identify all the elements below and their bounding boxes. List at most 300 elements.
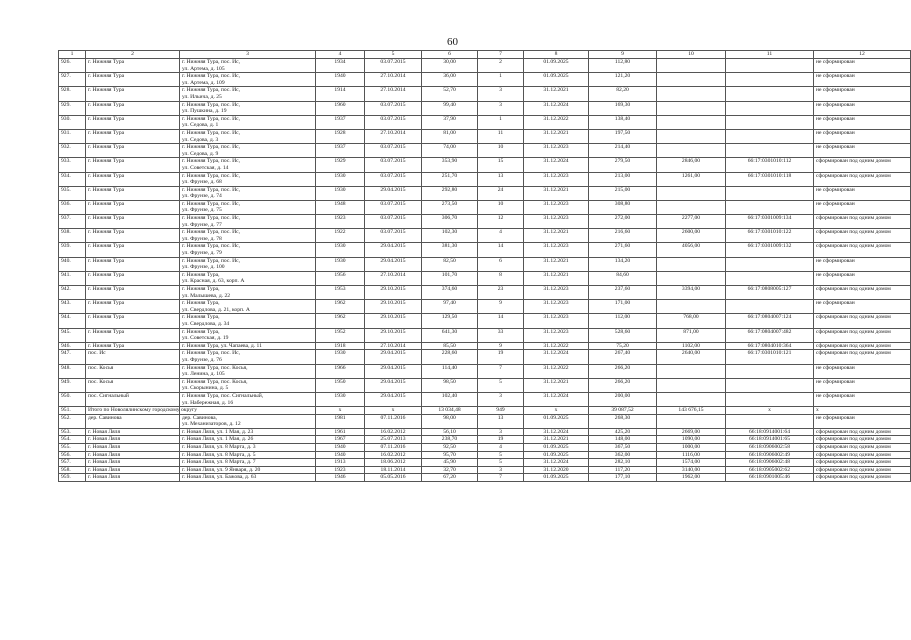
cell-line: г. Нижняя Тура, пос. Ис, [182,129,241,136]
table-cell [524,300,589,314]
cell-line: ул. Свердлова, д. 34 [182,320,230,327]
cell-line: ул. Седова, д. 1 [182,122,219,129]
cell-line: 2600,00 [681,229,701,236]
cell-line: 1962 [334,300,346,307]
table-row [59,115,911,129]
table-cell [657,87,726,101]
table-cell [59,436,86,444]
table-cell [180,229,316,243]
cell-line: 19 [497,436,504,443]
cell-line: г. Нижняя Тура, пос. Косья, [182,364,248,371]
cell-line: г. Нижняя Тура, [182,314,220,321]
cell-line: ул. Артема, д. 105 [182,65,225,72]
table-cell [59,87,86,101]
table-cell [478,101,524,115]
table-cell [814,314,911,328]
cell-line: 946. [61,342,71,349]
table-cell [365,257,422,271]
table-cell [589,300,657,314]
table-cell [59,144,86,158]
table-cell [814,451,911,459]
cell-line: г. Нижняя Тура [88,257,125,264]
table-cell [589,172,657,186]
table-cell [316,200,365,214]
table-cell [86,271,180,285]
table-cell [478,444,524,452]
cell-line: г. Нижняя Тура [88,271,125,278]
cell-line: 950. [61,392,71,399]
table-cell [524,87,589,101]
cell-line: г. Нижняя Тура, пос. Ис, [182,87,241,94]
table-cell [180,144,316,158]
table-cell [365,286,422,300]
table-cell [365,115,422,129]
cell-line: ул. Фрунзе, д. 68 [182,179,222,186]
table-cell [86,101,180,115]
table-cell [422,215,478,229]
cell-line: г. Нижняя Тура, пос. Ис, [182,158,241,165]
cell-line: 5 [499,451,502,458]
table-cell [657,215,726,229]
cell-line: г. Нижняя Тура [88,87,125,94]
cell-line: не сформирован [816,73,855,80]
cell-line: сформирован под одним домом [816,172,891,179]
table-cell [422,392,478,406]
table-cell [180,414,316,428]
cell-line: 930. [61,115,71,122]
cell-line: ул. Пушкина, д. 19 [182,108,227,115]
cell-line: г. Нижняя Тура [88,101,125,108]
cell-line: 944. [61,314,71,321]
table-cell [86,428,180,436]
table-cell [422,342,478,350]
table-cell [180,342,316,350]
cell-line: 29.04.2015 [380,186,406,193]
cell-line: 13 034,48 [438,407,461,414]
table-cell [59,466,86,474]
cell-line: 1922 [334,229,346,236]
table-cell [726,229,814,243]
table-cell [180,436,316,444]
table-cell [524,459,589,467]
cell-line: 102,40 [441,392,458,399]
cell-line: 1913 [334,459,346,466]
cell-line: сформирован под одним домом [816,350,891,357]
cell-line: 374,60 [441,286,458,292]
table-cell [86,378,180,392]
table-cell [422,186,478,200]
table-cell [86,158,180,172]
cell-line: 1929 [334,158,346,165]
cell-line: 67,20 [443,474,456,481]
table-cell [422,451,478,459]
table-cell [524,428,589,436]
table-cell [59,350,86,364]
cell-line: 29.04.2015 [380,243,406,250]
cell-line: ул. Артема, д. 109 [182,79,225,86]
cell-line: 143 676,15 [678,407,704,414]
cell-line: 32,70 [443,466,456,473]
cell-line: 308,80 [614,200,631,207]
table-cell [316,101,365,115]
cell-line: 03.07.2015 [380,200,406,207]
cell-line: 66:17:0301010:122 [747,229,792,236]
cell-line: ул. Скорынина, д. 5 [182,385,229,392]
cell-line: x [338,407,342,414]
cell-line: 31.12.2024 [543,392,569,399]
table-cell [180,407,316,415]
table-cell [589,101,657,115]
cell-line: 01.09.2025 [543,414,569,421]
cell-line: г. Нижняя Тура, пос. Ис, [182,243,241,250]
cell-line: г. Нижняя Тура, пос. Ис, [182,59,241,65]
cell-line: 528,60 [614,328,631,335]
table-body [59,51,911,482]
cell-line: 1102,00 [682,342,700,349]
table-cell [365,414,422,428]
table-row [59,414,911,428]
table-cell [422,144,478,158]
table-cell [814,474,911,482]
cell-line: 292,80 [441,186,458,193]
cell-line: 29.04.2015 [380,392,406,399]
table-cell [524,314,589,328]
table-cell [589,73,657,87]
table-row [59,444,911,452]
cell-line: ул. Набережная, д. 16 [182,399,234,406]
table-cell [589,129,657,143]
cell-line: 1918 [334,342,346,349]
table-cell [524,101,589,115]
cell-line: ул. Механизаторов, д. 12 [182,421,241,428]
cell-line: 1930 [334,392,346,399]
cell-line: г. Нижняя Тура [88,328,125,335]
table-cell [589,229,657,243]
table-cell [316,414,365,428]
cell-line: не сформирован [816,414,855,421]
table-cell [589,459,657,467]
cell-line: 10 [497,144,504,151]
table-cell [478,158,524,172]
table-cell [814,229,911,243]
table-cell [422,407,478,415]
column-header: 12 [814,51,911,59]
cell-line: 937. [61,215,71,222]
cell-line: 16.02.2012 [380,451,406,458]
table-cell [316,392,365,406]
cell-line: не сформирован [816,200,855,207]
cell-line: 16.02.2012 [380,428,406,435]
cell-line: 31.12.2024 [543,428,569,435]
table-cell [657,200,726,214]
cell-line: г. Нижняя Тура, пос. Ис, [182,257,241,264]
cell-line: 215,00 [614,186,631,193]
cell-line: не сформирован [816,364,855,371]
table-row [59,300,911,314]
table-cell [422,350,478,364]
cell-line: г. Нижняя Тура, ул. Чапаева, д. 11 [182,342,262,349]
table-cell [180,392,316,406]
table-cell [657,459,726,467]
cell-line: 45,90 [443,459,456,466]
cell-line: пос. Сигнальный [88,392,129,399]
table-row [59,314,911,328]
cell-line: 4 [499,229,502,236]
table-cell [180,158,316,172]
table-cell [365,300,422,314]
cell-line: ул. Ленина, д. 105 [182,371,225,378]
table-cell [59,229,86,243]
cell-line: 66:18:0905002:62 [748,466,791,473]
cell-line: г. Нижняя Тура [88,215,125,222]
table-cell [657,328,726,342]
cell-line: 1930 [334,186,346,193]
table-cell [726,392,814,406]
column-header: 11 [726,51,814,59]
cell-line: 237,60 [614,286,631,292]
cell-line: 31.12.2024 [543,158,569,165]
cell-line: г. Нижняя Тура [88,229,125,236]
table-cell [478,414,524,428]
table-cell [316,378,365,392]
cell-line: не сформирован [816,59,855,65]
table-cell [365,186,422,200]
table-cell [59,314,86,328]
table-cell [365,144,422,158]
table-cell [478,342,524,350]
table-cell [422,271,478,285]
table-cell [524,271,589,285]
cell-line: г. Нижняя Тура, пос. Ис, [182,186,241,193]
cell-line: 31.12.2022 [543,115,569,122]
cell-line: ул. Ильича, д. 25 [182,93,222,100]
table-row [59,436,911,444]
cell-line: дер. Савинова [88,414,122,421]
table-cell [86,364,180,378]
table-cell [365,59,422,73]
table-row [59,229,911,243]
cell-line: 37,90 [443,115,456,122]
cell-line: 97,40 [443,300,456,307]
table-cell [365,474,422,482]
table-row [59,101,911,115]
table-cell [726,364,814,378]
cell-line: 1962,00 [681,474,701,481]
table-cell [657,59,726,73]
cell-line: x [554,407,558,414]
cell-line: 31.12.2023 [543,215,569,222]
table-cell [726,257,814,271]
cell-line: 362,00 [614,451,631,458]
cell-line: 99,40 [443,101,456,108]
table-cell [478,428,524,436]
table-cell [524,466,589,474]
table-cell [589,257,657,271]
table-cell [422,115,478,129]
cell-line: 214,40 [614,144,631,151]
cell-line: 29.10.2015 [380,286,406,292]
cell-line: г. Нижняя Тура [88,186,125,193]
table-cell [365,459,422,467]
cell-line: не сформирован [816,144,855,151]
table-cell [478,129,524,143]
column-header: 4 [316,51,365,59]
cell-line: ул. Фрунзе, д. 79 [182,250,222,257]
cell-line: 66:18:0901005:46 [748,474,791,481]
table-cell [422,474,478,482]
table-cell [726,414,814,428]
cell-line: 01.09.2025 [543,451,569,458]
cell-line: 1923 [334,466,346,473]
table-cell [365,172,422,186]
table-cell [422,436,478,444]
table-cell [478,73,524,87]
cell-line: г. Нижняя Тура [88,314,125,321]
table-cell [316,444,365,452]
table-cell [180,459,316,467]
table-cell [59,451,86,459]
table-cell [422,444,478,452]
table-cell [726,115,814,129]
table-cell [59,115,86,129]
cell-line: 18.11.2014 [380,466,406,473]
cell-line: 953. [61,428,71,435]
cell-line: 8 [499,271,502,278]
table-cell [814,378,911,392]
table-cell [524,158,589,172]
cell-line: 07.11.2016 [380,444,406,451]
cell-line: 14 [497,243,504,250]
table-cell [657,229,726,243]
table-cell [86,444,180,452]
table-cell [59,73,86,87]
table-cell [86,342,180,350]
cell-line: 19 [497,350,504,357]
table-cell [726,172,814,186]
table-cell [657,392,726,406]
table-cell [316,451,365,459]
table-cell [657,115,726,129]
table-cell [657,451,726,459]
table-cell [86,436,180,444]
cell-line: 1930 [334,257,346,264]
cell-line: 9 [499,300,502,307]
cell-line: 949. [61,378,71,385]
table-cell [86,257,180,271]
cell-line: 2 [499,59,502,65]
cell-line: 27.10.2014 [380,271,406,278]
cell-line: ул. Седова, д. 9 [182,150,219,157]
cell-line: сформирован под одним домом [816,428,891,435]
table-cell [316,436,365,444]
table-cell [524,474,589,482]
cell-line: г. Нижняя Тура, [182,300,220,307]
cell-line: 936. [61,200,71,207]
cell-line: ул. Свердлова, д. 21, корп. А [182,306,250,313]
table-cell [59,59,86,73]
cell-line: ул. Советская, д. 14 [182,164,229,171]
cell-line: 18.06.2012 [380,459,406,466]
table-cell [657,257,726,271]
table-cell [589,466,657,474]
table-cell [422,200,478,214]
table-cell [365,73,422,87]
table-cell [422,172,478,186]
table-cell [365,342,422,350]
table-cell [365,129,422,143]
table-cell [589,243,657,257]
table-cell [589,314,657,328]
table-cell [726,314,814,328]
table-cell [589,392,657,406]
cell-line: 353,90 [441,158,458,165]
table-cell [589,342,657,350]
cell-line: 31.12.2022 [543,364,569,371]
table-cell [726,444,814,452]
cell-line: 29.10.2015 [380,300,406,307]
table-cell [657,428,726,436]
cell-line: не сформирован [816,87,855,94]
table-cell [726,328,814,342]
cell-line: 3140,00 [681,466,701,473]
cell-line: 03.07.2015 [380,101,406,108]
cell-line: сформирован под одним домом [816,474,891,481]
table-cell [589,115,657,129]
table-cell [59,129,86,143]
table-cell [657,172,726,186]
cell-line: 1948 [334,200,346,207]
table-cell [316,364,365,378]
table-row [59,129,911,143]
table-cell [180,314,316,328]
cell-line: 01.09.2025 [543,73,569,80]
cell-line: г. Новая Ляля, ул. Бажова, д. 63 [182,474,257,481]
cell-line: 272,00 [614,215,631,222]
cell-line: сформирован под одним домом [816,243,891,250]
table-cell [86,451,180,459]
registry-table-wrap [58,50,910,482]
table-row [59,342,911,350]
cell-line: 943. [61,300,71,307]
cell-line: г. Новая Ляля, ул. 8 Марта, д. 3 [182,444,256,451]
cell-line: сформирован под одним домом [816,436,891,443]
table-cell [589,350,657,364]
cell-line: 197,50 [614,129,631,136]
cell-line: 932. [61,144,71,151]
table-cell [589,186,657,200]
cell-line: сформирован под одним домом [816,466,891,473]
table-cell [180,466,316,474]
cell-line: 31.12.2023 [543,243,569,250]
table-cell [814,414,911,428]
cell-line: г. Нижняя Тура [88,286,125,292]
table-cell [589,200,657,214]
cell-line: 12 [497,215,504,222]
table-cell [589,451,657,459]
table-cell [524,73,589,87]
cell-line: 1930 [334,243,346,250]
cell-line: не сформирован [816,115,855,122]
table-row [59,87,911,101]
table-cell [657,350,726,364]
table-cell [524,129,589,143]
cell-line: 1928 [334,129,346,136]
table-cell [86,215,180,229]
cell-line: 121,20 [614,73,631,80]
cell-line: 279,50 [614,158,631,165]
cell-line: 66:17:0804007:124 [747,314,792,321]
table-cell [589,378,657,392]
